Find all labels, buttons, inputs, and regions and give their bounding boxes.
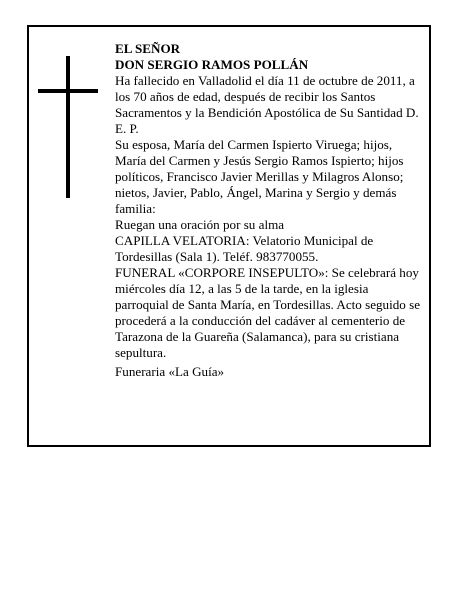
wake-info: CAPILLA VELATORIA: Velatorio Municipal de Tordesillas (Sala 1). Teléf. 983770055. — [115, 233, 374, 264]
funeral-home: Funeraria «La Guía» — [115, 364, 225, 379]
funeral-info: FUNERAL «CORPORE INSEPULTO»: Se celebrará hoy miércoles día 12, a las 5 de la tarde, en la iglesia parroquial de Santa María, en Tordesillas. Acto seguido se procederá a la conducción del cadáver al cementerio de Tarazona de la Guareña (Salamanca), para su cristiana sepultura. — [115, 265, 421, 360]
cross-horizontal-bar — [38, 89, 98, 93]
prayer-request: Ruegan una oración por su alma — [115, 217, 285, 232]
cross-icon — [38, 56, 98, 198]
title-line-1: EL SEÑOR — [115, 41, 181, 56]
obituary-notice — [27, 25, 431, 447]
obituary-text — [115, 41, 423, 380]
death-announcement: Ha fallecido en Valladolid el día 11 de octubre de 2011, a los 70 años de edad, después de recibir los Santos Sacramentos y la Bendición Apostólica de Su Santidad D. E. P. — [115, 73, 419, 136]
deceased-name: DON SERGIO RAMOS POLLÁN — [115, 57, 309, 72]
cross-vertical-bar — [66, 56, 70, 198]
family-list: Su esposa, María del Carmen Ispierto Viruega; hijos, María del Carmen y Jesús Sergio Ramos Ispierto; hijos políticos, Francisco Javier Merillas y Milagros Alonso; nietos, Javier, Pablo, Ángel, Marina y Sergio y demás familia: — [115, 137, 404, 216]
